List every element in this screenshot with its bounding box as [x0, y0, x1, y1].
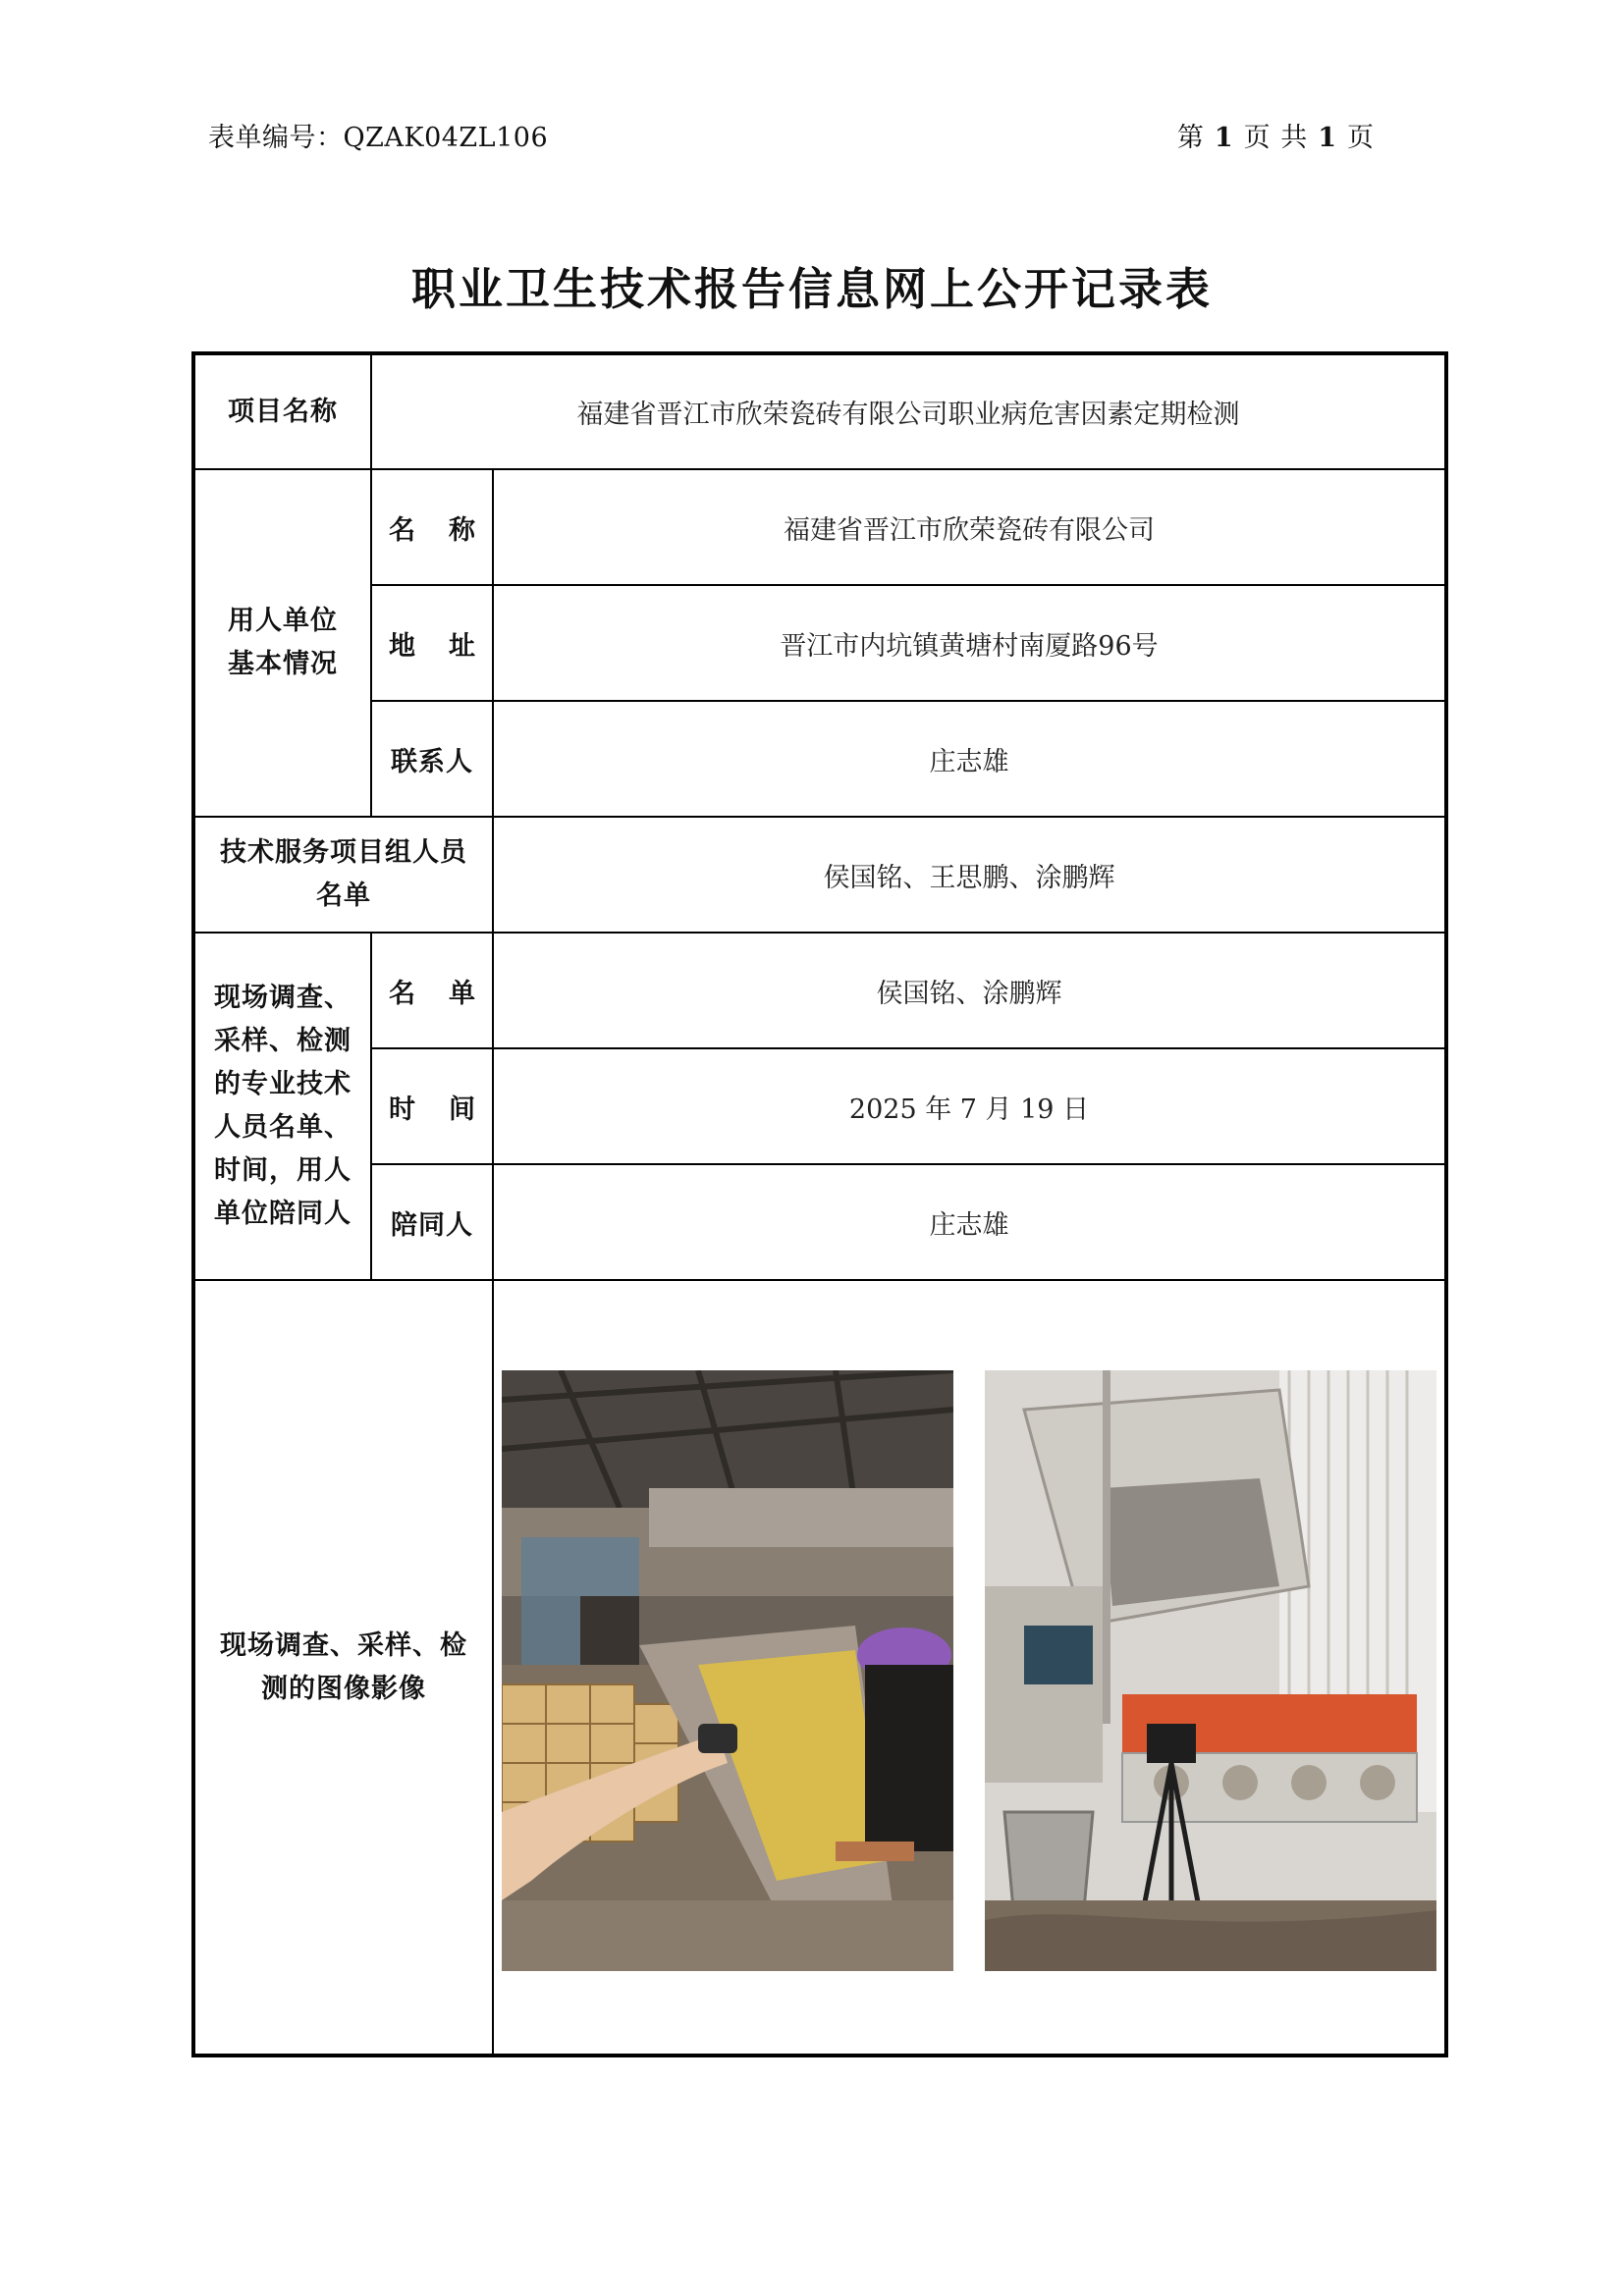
employer-contact-value: 庄志雄: [493, 701, 1446, 817]
page-title: 职业卫生技术报告信息网上公开记录表: [410, 263, 1213, 315]
factory-production-line-photo: [502, 1370, 953, 1971]
employer-contact-row: [193, 701, 1446, 817]
employer-address-value: 晋江市内坑镇黄塘村南厦路96号: [493, 585, 1446, 701]
employer-address-row: [193, 585, 1446, 701]
images-label-line1: 现场调查、采样、检: [220, 1629, 467, 1661]
images-label-line2: 测的图像影像: [261, 1673, 426, 1704]
survey-label-line1: 现场调查、: [214, 983, 352, 1013]
employer-label-line2: 基本情况: [228, 649, 338, 679]
form-number: 表单编号：QZAK04ZL106: [208, 123, 549, 153]
page-prefix: 第: [1176, 123, 1205, 153]
team-label-line2: 名单: [316, 881, 371, 911]
images-cell: [493, 1280, 1446, 2056]
survey-time-row: [193, 1048, 1446, 1164]
survey-escort-value: 庄志雄: [493, 1164, 1446, 1280]
survey-escort-row: [193, 1164, 1446, 1280]
employer-contact-label: 联系人: [371, 701, 493, 817]
project-name-value: 福建省晋江市欣荣瓷砖有限公司职业病危害因素定期检测: [371, 353, 1446, 469]
survey-label-line6: 单位陪同人: [214, 1199, 352, 1229]
survey-list-value: 侯国铭、涂鹏辉: [493, 933, 1446, 1048]
team-value: 侯国铭、王思鹏、涂鹏辉: [493, 817, 1446, 933]
survey-info-label: [193, 933, 371, 1280]
team-row: [193, 817, 1446, 933]
survey-list-row: [193, 933, 1446, 1048]
survey-time-value: 2025 年 7 月 19 日: [493, 1048, 1446, 1164]
survey-list-label: [371, 933, 509, 1048]
page-total: 1: [1318, 123, 1337, 153]
record-form-table: [191, 351, 1448, 2057]
survey-label-line4: 人员名单、: [214, 1112, 352, 1143]
survey-label-line3: 的专业技术: [214, 1069, 352, 1099]
photo-gallery: [494, 1364, 1444, 1971]
employer-name-row: [193, 469, 1446, 585]
images-label: [193, 1280, 493, 2056]
page-mid: 页 共: [1243, 123, 1309, 153]
employer-label-line1: 用人单位: [228, 606, 338, 636]
employer-name-label-text: 名称: [389, 514, 509, 546]
employer-name-value: 福建省晋江市欣荣瓷砖有限公司: [493, 469, 1446, 585]
survey-label-line5: 时间，用人: [214, 1155, 352, 1186]
page-suffix: 页: [1347, 123, 1375, 153]
page-indicator: [1177, 116, 1375, 154]
team-label-line1: 技术服务项目组人员: [220, 837, 467, 868]
employer-address-label-text: 地址: [389, 630, 509, 662]
sampling-equipment-photo: [985, 1370, 1436, 1971]
survey-time-label: [371, 1048, 509, 1164]
team-label: [193, 817, 493, 933]
employer-info-label: [193, 469, 371, 817]
survey-time-label-text: 时间: [389, 1094, 509, 1125]
page-current: 1: [1214, 123, 1234, 153]
project-name-label: 项目名称: [193, 353, 371, 469]
survey-label-line2: 采样、检测: [214, 1026, 352, 1056]
employer-address-label: [371, 585, 509, 701]
employer-name-label: [371, 469, 509, 585]
images-row: [193, 1280, 1446, 2056]
project-row: [193, 353, 1446, 469]
survey-escort-label: 陪同人: [371, 1164, 493, 1280]
survey-list-label-text: 名单: [389, 978, 509, 1009]
